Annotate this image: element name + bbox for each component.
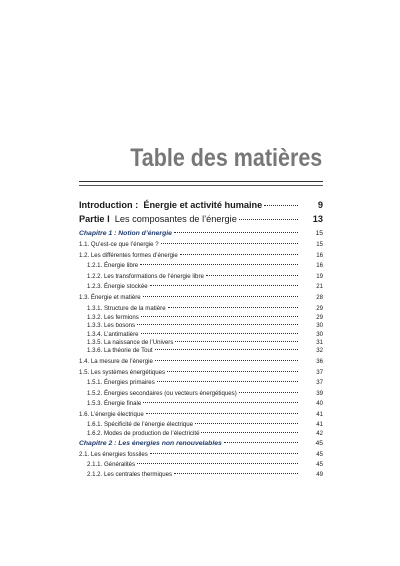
dot-leader <box>224 442 298 443</box>
toc-entry-label: 1.3.1. Structure de la matière <box>87 305 166 312</box>
toc-entry-page: 30 <box>316 322 323 329</box>
toc-entry <box>79 322 323 329</box>
toc-entry-prefix: Introduction : <box>79 200 139 210</box>
dot-leader <box>143 402 298 403</box>
title-rule-thin <box>79 185 323 186</box>
toc-entry-page: 28 <box>316 294 323 301</box>
toc-entry <box>79 358 323 365</box>
toc-entry <box>79 305 323 312</box>
toc-entry-page: 16 <box>316 262 323 269</box>
toc-entry <box>79 252 323 259</box>
dot-leader <box>239 219 298 220</box>
toc-entry-page: 49 <box>316 471 323 478</box>
dot-leader <box>175 341 298 342</box>
toc-entry-label: 1.5.3. Énergie finale <box>87 400 142 407</box>
toc-entry-label <box>79 214 237 224</box>
toc-entry <box>79 347 323 354</box>
dot-leader <box>264 205 298 206</box>
toc-entry-label: 1.3.4. L’antimatière <box>87 331 139 338</box>
toc-entry <box>79 421 323 428</box>
toc-entry-page: 42 <box>316 430 323 437</box>
toc-entry-page: 15 <box>315 230 323 237</box>
toc-entry-label: 1.6. L’énergie électrique <box>79 411 144 418</box>
dot-leader <box>201 432 298 433</box>
toc-entry <box>79 273 323 280</box>
toc-entry <box>79 241 323 248</box>
toc-entry-page: 45 <box>315 440 323 447</box>
dot-leader <box>150 453 298 454</box>
toc-entry-page: 39 <box>316 390 323 397</box>
toc-entry <box>79 379 323 386</box>
toc-entry-label: 1.6.1. Spécificité de l’énergie électrique <box>87 421 194 428</box>
toc-entry-label: 2.1.1. Généralités <box>87 461 136 468</box>
toc-entry-page: 41 <box>316 411 323 418</box>
toc-entry <box>79 214 323 224</box>
toc-entry <box>79 331 323 338</box>
toc-entry-label: 1.5.1. Énergies primaires <box>87 379 155 386</box>
toc-entry <box>79 390 323 397</box>
dot-leader <box>167 371 298 372</box>
toc-entry-label <box>79 200 262 210</box>
toc-entry-page: 15 <box>316 241 323 248</box>
toc-entry <box>79 314 323 321</box>
dot-leader <box>168 307 298 308</box>
toc-entry <box>79 451 323 458</box>
toc-entry-page: 36 <box>316 358 323 365</box>
toc-entry-page: 21 <box>316 283 323 290</box>
dot-leader <box>150 285 298 286</box>
toc-entry-page: 19 <box>316 273 323 280</box>
dot-leader <box>174 232 298 233</box>
toc-entry-label: Chapitre 2 : Les énergies non renouvelables <box>79 440 222 447</box>
toc-entry <box>79 440 323 447</box>
toc-entry-label: 1.3. Énergie et matière <box>79 294 141 301</box>
toc-entry-label: 1.4. La mesure de l’énergie <box>79 358 153 365</box>
toc-entry-label: Chapitre 1 : Notion d’énergie <box>79 230 172 237</box>
dot-leader <box>157 381 298 382</box>
toc-entry-title: Énergie et activité humaine <box>143 200 263 210</box>
toc-entry <box>79 283 323 290</box>
toc-entry-page: 31 <box>316 339 323 346</box>
dot-leader <box>155 349 298 350</box>
toc-entry <box>79 262 323 269</box>
toc-entry-label: 1.2.3. Énergie stockée <box>87 283 148 290</box>
toc-entry <box>79 339 323 346</box>
dot-leader <box>137 463 298 464</box>
toc-entry <box>79 369 323 376</box>
toc-entry-page: 29 <box>316 314 323 321</box>
dot-leader <box>140 264 298 265</box>
toc-entry-label: 2.1. Les énergies fossiles <box>79 451 148 458</box>
dot-leader <box>174 473 298 474</box>
page-title: Table des matières <box>129 144 322 172</box>
dot-leader <box>195 423 298 424</box>
toc-entry-page: 37 <box>316 369 323 376</box>
dot-leader <box>180 254 298 255</box>
title-rule <box>79 181 323 182</box>
toc-entry <box>79 461 323 468</box>
toc-entry-label: 1.3.5. La naissance de l’Univers <box>87 339 174 346</box>
toc-entry-page: 9 <box>317 200 323 210</box>
toc-entry-page: 16 <box>316 252 323 259</box>
toc-entry-label: 1.3.2. Les fermions <box>87 314 139 321</box>
dot-leader <box>155 360 298 361</box>
toc-entry-page: 37 <box>316 379 323 386</box>
toc-entry-page: 32 <box>316 347 323 354</box>
toc-entry-label: 1.3.3. Les bosons <box>87 322 136 329</box>
dot-leader <box>161 243 298 244</box>
toc-entry-page: 45 <box>316 451 323 458</box>
toc-entry <box>79 411 323 418</box>
dot-leader <box>141 316 298 317</box>
toc-entry-page: 41 <box>316 421 323 428</box>
dot-leader <box>206 275 298 276</box>
toc-entry <box>79 230 323 237</box>
toc-entry-label: 1.2. Les différentes formes d’énergie <box>79 252 178 259</box>
toc-entry-page: 13 <box>312 214 323 224</box>
toc-entry <box>79 294 323 301</box>
toc-entry <box>79 200 323 210</box>
toc-entry-label: 1.6.2. Modes de production de l’électricité <box>87 430 200 437</box>
dot-leader <box>143 296 298 297</box>
toc-entry-label: 1.5. Les systèmes énergétiques <box>79 369 166 376</box>
dot-leader <box>141 333 299 334</box>
toc-entry-label: 1.1. Qu’est-ce que l’énergie ? <box>79 241 159 248</box>
toc-entry-title: Les composantes de l’énergie <box>114 214 237 224</box>
dot-leader <box>137 324 298 325</box>
dot-leader <box>239 392 298 393</box>
toc-entry-label: 1.5.2. Énergies secondaires (ou vecteurs énergétiques) <box>87 390 237 397</box>
toc-entry <box>79 400 323 407</box>
toc-entry-label: 1.2.1. Énergie libre <box>87 262 139 269</box>
toc-entry-label: 1.3.6. La théorie de Tout <box>87 347 153 354</box>
toc-entry-label: 1.2.2. Les transformations de l’énergie libre <box>87 273 204 280</box>
toc-entry-page: 45 <box>316 461 323 468</box>
toc-entry-label: 2.1.2. Les centrales thermiques <box>87 471 173 478</box>
toc-entry-prefix: Partie I <box>79 214 110 224</box>
toc-entry <box>79 471 323 478</box>
dot-leader <box>146 413 298 414</box>
toc-entry-page: 30 <box>316 331 323 338</box>
toc-entry-page: 40 <box>316 400 323 407</box>
toc-entry-page: 29 <box>316 305 323 312</box>
toc-entry <box>79 430 323 437</box>
